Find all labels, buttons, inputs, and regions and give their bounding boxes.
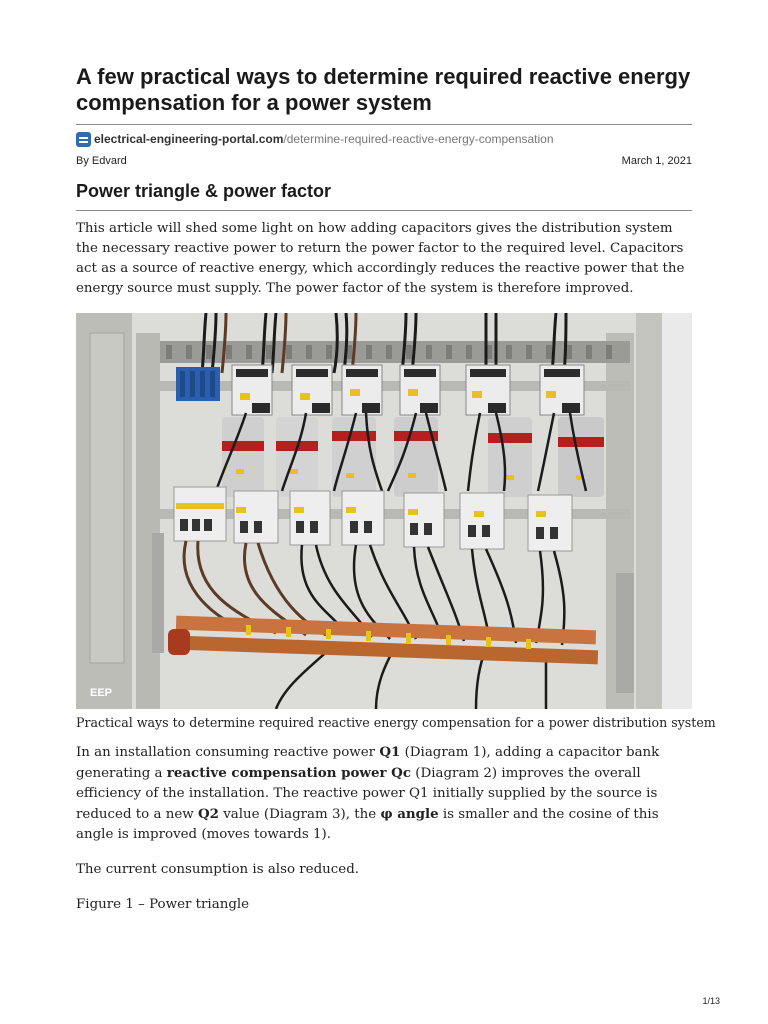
intro-paragraph: This article will shed some light on how adding capacitors gives the distribution system the necessary reactive power to return the power factor to the required level. Capacitors act as a source of reactive energy, which accordingly reduces the reactive power that the energy source must supply. The power factor of the system is therefore improved. [76,221,685,296]
title-divider [76,124,692,125]
author: By Edvard [76,155,127,167]
body-paragraph-1 [76,742,692,845]
p1-q2: Q2 [197,806,219,822]
figure-label: Figure 1 – Power triangle [76,897,250,912]
p1-q1: Q1 [379,744,401,760]
photo-watermark: EEP [90,687,113,699]
byline [76,155,692,167]
section-divider [76,210,692,211]
photo-caption: Practical ways to determine required reactive energy compensation for a power distribution system [76,715,716,730]
document-icon [76,132,91,147]
p1-text-b: (Diagram 1), adding a capacitor bank generating a [76,745,660,781]
url-path[interactable]: /determine-required-reactive-energy-compensation [283,132,554,146]
publish-date: March 1, 2021 [621,155,692,167]
page-number: 1/13 [702,996,720,1006]
article-title: A few practical ways to determine required reactive energy compensation for a power system [76,64,691,115]
p1-qc: reactive compensation power Qc [166,765,411,781]
p1-text-c: (Diagram 2) improves the overall efficiency of the installation. The reactive power Q1 initially supplied by the source is reduced to a new [76,766,658,822]
article [76,64,716,915]
url-domain[interactable]: electrical-engineering-portal.com [94,132,284,146]
capacitor-panel-photo [76,313,692,709]
source-url[interactable] [76,131,692,147]
body-paragraph-2: The current consumption is also reduced. [76,862,360,877]
p1-text-d: value (Diagram 3), the [218,807,381,822]
section-heading: Power triangle & power factor [76,181,332,201]
p1-text-a: In an installation consuming reactive power [76,745,380,760]
p1-text-e: is smaller and the cosine of this angle is improved (moves towards 1). [76,807,659,842]
p1-phi: φ angle [380,806,439,822]
